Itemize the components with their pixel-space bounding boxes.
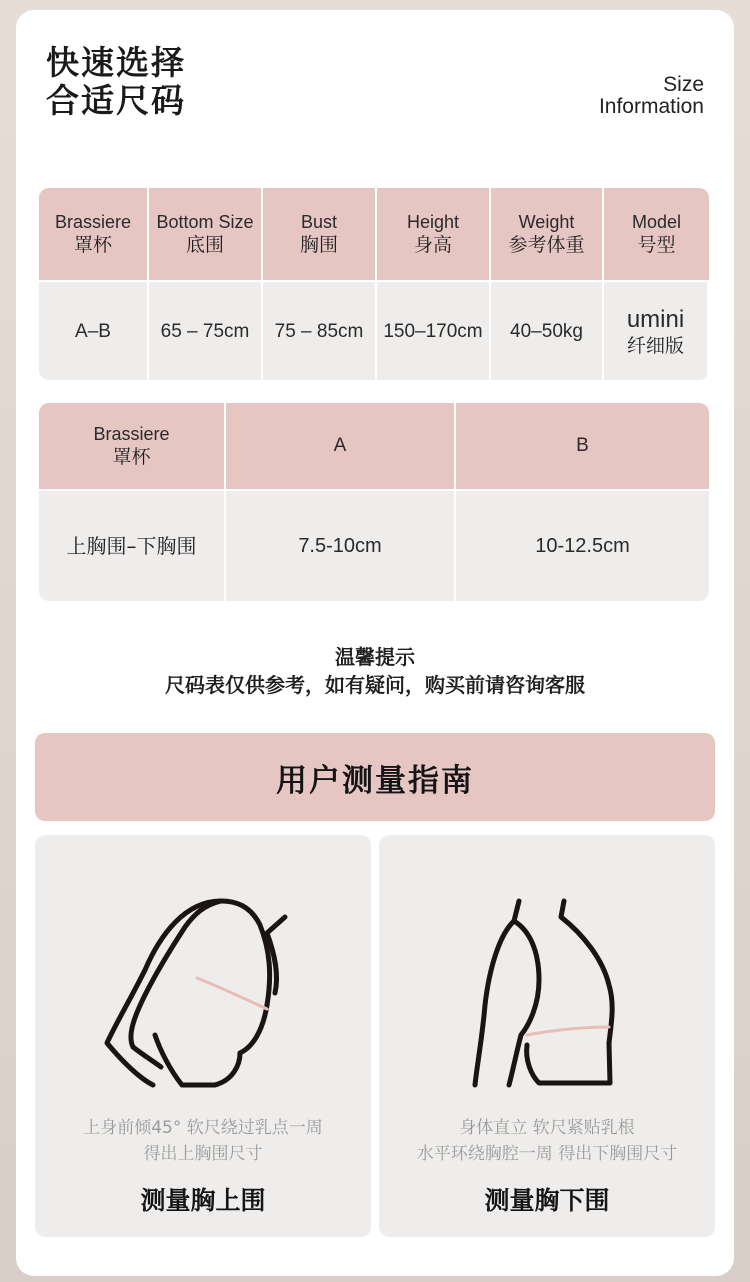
subtitle-line-2: Information (598, 95, 704, 118)
guide-title-bar (35, 733, 715, 821)
header-model: Model 号型 (631, 212, 682, 256)
panel-description: 身体直立 软尺紧贴乳根 水平环绕胸腔一周 得出下胸围尺寸 (416, 1118, 678, 1164)
header-bottom-size: Bottom Size 底围 (149, 188, 263, 280)
title-line-1: 快速选择 (46, 43, 186, 82)
panel-name: 测量胸下围 (484, 1186, 610, 1215)
panel-description: 上身前倾45° 软尺绕过乳点一周 得出上胸围尺寸 (83, 1118, 323, 1164)
lean-forward-figure-icon (35, 875, 371, 1105)
title-line-2: 合适尺码 (46, 81, 186, 120)
size-table-header (39, 188, 709, 282)
standing-figure-icon (379, 875, 715, 1105)
header-cup-a: A (226, 403, 456, 489)
cell-row-label: 上胸围–下胸围 (39, 491, 226, 601)
header-weight: Weight 参考体重 (491, 188, 604, 280)
header-bust: Bust 胸围 (263, 188, 377, 280)
table-row (39, 282, 709, 380)
cell-bottom-size: 65 – 75cm (149, 282, 263, 380)
header-brassiere: Brassiere 罩杯 (39, 188, 149, 280)
page-title (46, 44, 186, 120)
cell-bust: 75 – 85cm (263, 282, 377, 380)
size-table (39, 188, 709, 380)
panel-name: 测量胸上围 (140, 1186, 266, 1215)
tips-text: 尺码表仅供参考，如有疑问，购买前请咨询客服 (165, 673, 585, 697)
page-subtitle (599, 74, 704, 118)
guide-title: 用户测量指南 (276, 762, 474, 799)
table-row (39, 491, 709, 601)
guide-panel-under-bust (379, 835, 715, 1237)
cell-cup-b-value: 10-12.5cm (535, 534, 630, 557)
cup-table (39, 403, 709, 601)
header-cup-b: B (576, 435, 589, 456)
size-info-card (16, 10, 734, 1276)
cell-cup-a-value: 7.5-10cm (226, 491, 456, 601)
cell-height: 150–170cm (377, 282, 491, 380)
subtitle-line-1: Size (663, 73, 704, 96)
cell-model: umini 纤细版 (604, 282, 709, 380)
guide-panel-upper-bust (35, 835, 371, 1237)
tips-block (16, 644, 734, 700)
tips-title: 温馨提示 (335, 645, 415, 669)
header-brassiere: Brassiere 罩杯 (39, 403, 226, 489)
cup-table-header (39, 403, 709, 491)
cell-brassiere: A–B (39, 282, 149, 380)
header-height: Height 身高 (377, 188, 491, 280)
cell-weight: 40–50kg (491, 282, 604, 380)
